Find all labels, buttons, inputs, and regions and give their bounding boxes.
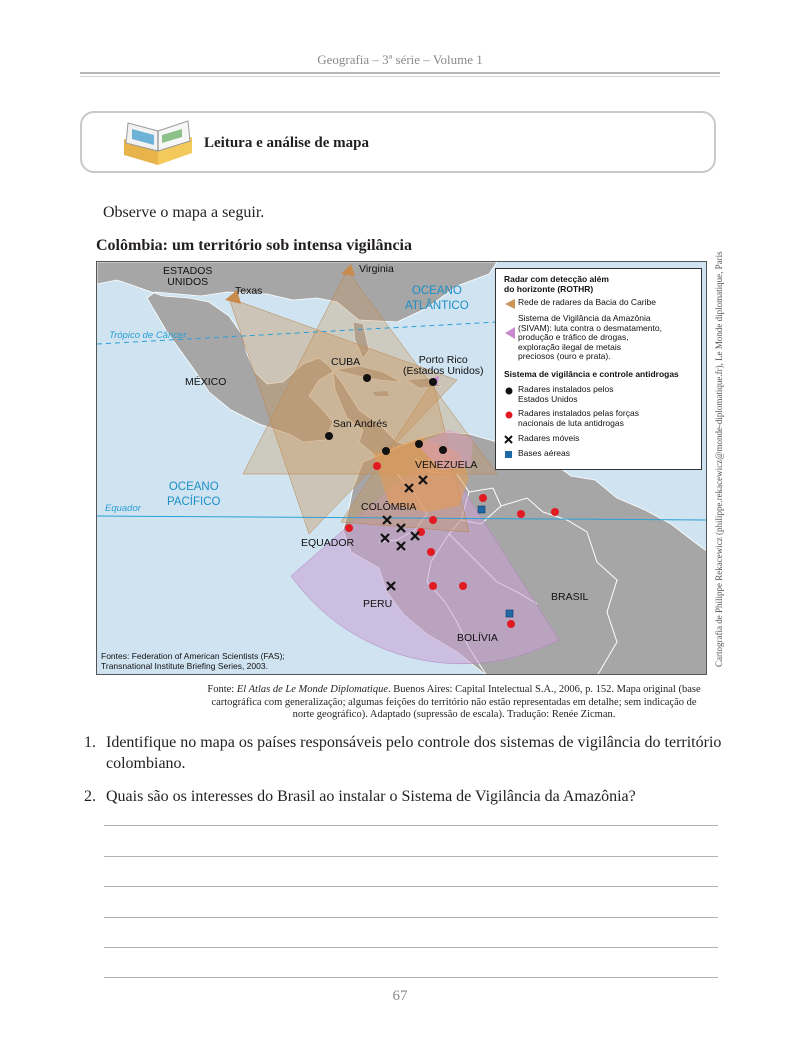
map-title: Colômbia: um território sob intensa vigilância bbox=[96, 237, 412, 254]
intro-text: Observe o mapa a seguir. bbox=[103, 204, 265, 221]
legend-row-eua bbox=[504, 385, 613, 404]
question-2-text: Quais são os interesses do Brasil ao instalar o Sistema de Vigilância da Amazônia? bbox=[106, 788, 636, 805]
x-mark-icon bbox=[504, 435, 518, 445]
question-2 bbox=[84, 786, 724, 807]
question-1-number: 1. bbox=[84, 734, 96, 751]
legend-row-moveis bbox=[504, 434, 579, 445]
label-oceano-pacifico: OCEANO PACÍFICO bbox=[167, 481, 221, 508]
header-rule-thin bbox=[80, 76, 720, 77]
label-bolivia: BOLÍVIA bbox=[457, 632, 498, 644]
answer-line[interactable] bbox=[104, 886, 718, 887]
answer-line[interactable] bbox=[104, 947, 718, 948]
label-colombia: COLÔMBIA bbox=[361, 501, 417, 513]
label-virginia: Virginia bbox=[359, 263, 394, 275]
label-texas: Texas bbox=[235, 285, 263, 297]
label-equador: EQUADOR bbox=[301, 537, 355, 549]
label-equador-line: Equador bbox=[105, 503, 141, 514]
label-peru: PERU bbox=[363, 598, 393, 610]
source-note bbox=[200, 684, 708, 722]
map-sources: Fontes: Federation of American Scientists (FAS); Transnational Institute Briefing Series, 2003. bbox=[101, 651, 285, 671]
source-rest: . Buenos Aires: Capital Intelectual S.A., 2006, p. 152. Mapa original (base cartográfica com generalização; algumas feições do território não estão representadas em detalhe; sem indicação de norte geográfico). Adaptado (supressão de escala). Tradução: Renée Zicman. bbox=[211, 684, 701, 720]
label-tropico: Trópico de Câncer bbox=[109, 330, 187, 341]
map-credit-text: Cartografia de Philippe Rekacewicz (philippe.rekacewicz@monde-diplomatique.fr), Le Monde diplomatique, Paris bbox=[714, 251, 724, 667]
answer-line[interactable] bbox=[104, 977, 718, 978]
question-2-number: 2. bbox=[84, 788, 96, 805]
question-1-text: Identifique no mapa os países responsáveis pelo controle dos sistemas de vigilância do território colombiano. bbox=[106, 734, 722, 772]
header-rule bbox=[80, 72, 720, 74]
caribe-symbol-icon bbox=[504, 299, 518, 309]
red-dot-icon bbox=[504, 410, 518, 428]
map bbox=[96, 261, 707, 675]
legend-sivam: Sistema de Vigilância da Amazônia (SIVAM): luta contra o desmatamento, produção e tráfico de drogas, exploração ilegal de metais preciosos (ouro e prata). bbox=[518, 313, 662, 361]
answer-line[interactable] bbox=[104, 917, 718, 918]
blue-square-icon bbox=[504, 450, 518, 460]
label-porto-rico: Porto Rico (Estados Unidos) bbox=[403, 354, 484, 377]
label-brasil: BRASIL bbox=[551, 591, 589, 603]
legend-caribe: Rede de radares da Bacia do Caribe bbox=[518, 297, 656, 307]
answer-line[interactable] bbox=[104, 825, 718, 826]
legend-radares-moveis: Radares móveis bbox=[518, 433, 580, 443]
legend-row-caribe bbox=[504, 298, 656, 309]
sivam-symbol-icon bbox=[504, 315, 518, 351]
source-prefix: Fonte: bbox=[207, 684, 237, 695]
legend-bases-aereas: Bases aéreas bbox=[518, 448, 570, 458]
map-legend bbox=[495, 268, 702, 470]
book-icon bbox=[118, 117, 198, 169]
legend-row-bases bbox=[504, 449, 570, 460]
label-venezuela: VENEZUELA bbox=[415, 459, 478, 471]
label-cuba: CUBA bbox=[331, 356, 361, 368]
legend-antidrogas-title: Sistema de vigilância e controle antidrogas bbox=[504, 369, 679, 379]
label-mexico: MÉXICO bbox=[185, 376, 227, 388]
answer-line[interactable] bbox=[104, 856, 718, 857]
running-header: Geografia – 3ª série – Volume 1 bbox=[317, 52, 483, 67]
legend-row-sivam bbox=[504, 314, 662, 362]
black-dot-icon bbox=[504, 386, 518, 404]
source-title: El Atlas de Le Monde Diplomatique bbox=[236, 684, 389, 695]
label-san-andres: San Andrés bbox=[333, 418, 388, 430]
legend-rothr-title: Radar com detecção além do horizonte (ROTHR) bbox=[504, 274, 609, 294]
legend-radares-nacionais: Radares instalados pelas forças nacionais de luta antidrogas bbox=[518, 408, 639, 428]
legend-radares-eua: Radares instalados pelos Estados Unidos bbox=[518, 384, 614, 404]
map-credit bbox=[712, 251, 726, 667]
question-1 bbox=[84, 732, 724, 774]
label-estados-unidos: ESTADOS UNIDOS bbox=[163, 265, 213, 288]
section-title: Leitura e análise de mapa bbox=[204, 135, 369, 151]
label-oceano-atlantico: OCEANO ATLÂNTICO bbox=[405, 285, 469, 312]
page-number: 67 bbox=[392, 988, 408, 1004]
legend-row-nacionais bbox=[504, 409, 639, 428]
